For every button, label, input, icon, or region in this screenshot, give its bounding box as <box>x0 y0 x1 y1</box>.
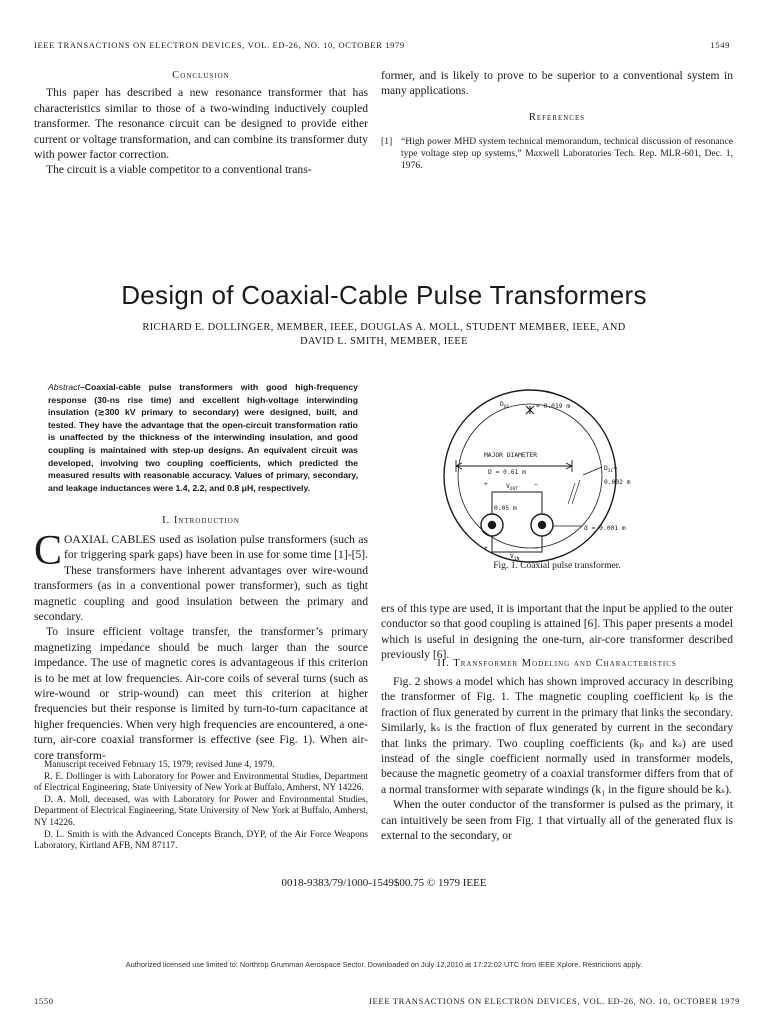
footnotes <box>34 760 368 853</box>
conclusion-paragraph-2a: The circuit is a viable competitor to a conventional trans- <box>46 163 312 177</box>
major-diameter-value: D = 0.61 m <box>488 469 526 476</box>
intro-paragraph-3: ers of this type are used, it is important that the input be applied to the outer conductor so that good coupling is attained [6]. This paper presents a model which is useful in designing the one-turn, air-core transformer described previously [6]. <box>381 602 733 662</box>
conclusion-paragraph-1: This paper has described a new resonance transformer that has characteristics similar to those of a two-winding inductively coupled transformer. The resonance circuit can be designed to provide either current or voltage transformation, and can combine its transformer duty with power factor correction. <box>34 86 368 162</box>
drop-cap: C <box>34 528 63 574</box>
reference-item <box>381 136 733 172</box>
section-1-body <box>34 528 368 763</box>
footnote-smith: D. L. Smith is with the Advanced Concepts Branch, DYP, of the Air Force Weapons Laboratory, Kirtland AFB, NM 87117. <box>34 829 368 852</box>
dic-label: $D_{IC}=$ <box>604 465 618 474</box>
d-small-label: d = 0.001 m <box>584 525 626 532</box>
conclusion-heading: Conclusion <box>172 70 230 81</box>
intro-paragraph-2: To insure efficient voltage transfer, the transformer’s primary magnetizing impedance should be much larger than the source impedance. The use of magnetic cores is advantageous if this criterion is to be met at low frequencies. Air-core coils of several turns (such as wire-wound or strip-wound) can meet this criterion at higher frequencies but their response is limited by turn-to-turn capacitance at higher frequencies. When very high frequencies are encountered, a one-turn, air-core coaxial transformer is effective (see Fig. 1). When air-core transform- <box>34 625 368 762</box>
abstract-text: –Coaxial-cable pulse transformers with good high-frequency response (30-ns rise time) and excellent high-voltage interwinding insulation (≳300 kV primary to secondary) were designed, built, and tested. They have the advantage that the open-circuit transformation ratio is unaffected by the thickness of the interwinding insulation, and good coupling is maintained with step-up designs. An equivalent circuit was developed, involving two coupling coefficients, which predicted the measured results with reasonable accuracy. Values of primary, secondary, and leakage inductances were 1.4, 2.2, and 0.8 μH, respectively. <box>48 382 358 493</box>
conclusion-continued <box>381 68 733 99</box>
section-1-continued <box>381 601 733 663</box>
modeling-paragraph-1: Fig. 2 shows a model which has shown improved accuracy in describing the transformer of Fig. 1. The magnetic coupling coefficient kₚ is the fraction of flux generated by current in the primary that links the secondary. Similarly, kₛ is the fraction of flux generated by current in the secondary that links the primary. Two coupling coefficients (kₚ and kₛ) are used instead of the single coefficient normally used in transformer models, because the magnetic geometry of a coaxial transformer differs from that of a normal transformer with separate windings (k₁ in the figure should be kₛ). <box>381 675 733 796</box>
license-banner: Authorized licensed use limited to: Northrop Grumman Aerospace Sector. Downloaded on July 12,2010 at 17:22:02 UTC from IEEE Xplore. Restrictions apply. <box>125 960 643 969</box>
next-page-number: 1550 <box>34 996 54 1006</box>
section-2-heading: II. Transformer Modeling and Characteristics <box>437 658 677 669</box>
page-number: 1549 <box>710 40 730 50</box>
conclusion-section <box>34 68 368 178</box>
figure-1-caption: Fig. 1. Coaxial pulse transformer. <box>493 561 621 571</box>
reference-text: “High power MHD system technical memorandum, technical discussion of resonance type voltage step up systems,” Maxwell Laboratories Tech. Rep. MLR-601, Dec. 1, 1976. <box>401 136 733 171</box>
footnote-received: Manuscript received February 15, 1979; revised June 4, 1979. <box>44 760 275 770</box>
doc-label: $D_{OC}$ <box>500 401 510 410</box>
vin-plus: + <box>484 545 488 552</box>
outer-cable-loop <box>444 390 616 562</box>
figure-1-diagram <box>440 380 640 564</box>
footnote-moll: D. A. Moll, deceased, was with Laboratory for Power and Environmental Studies, Department of Electrical Engineering, State University of New York at Buffalo, Amherst, NY 14226. <box>34 794 368 828</box>
gap-label: 0.05 m <box>494 505 517 512</box>
modeling-paragraph-2: When the outer conductor of the transformer is pulsed as the primary, it can intuitively be seen from Fig. 1 that virtually all of the generated flux is external to the secondary, or <box>381 798 733 843</box>
authors-line-1: RICHARD E. DOLLINGER, MEMBER, IEEE, DOUGLAS A. MOLL, STUDENT MEMBER, IEEE, AND <box>142 322 626 333</box>
running-header-journal: IEEE TRANSACTIONS ON ELECTRON DEVICES, VOL. ED-26, NO. 10, OCTOBER 1979 <box>34 40 405 50</box>
inner-cable-loop <box>458 404 602 548</box>
dic-value: 0.002 m <box>604 479 631 486</box>
vin-label: $V_{IN}$ <box>510 553 520 562</box>
article-authors <box>34 321 734 349</box>
footnote-dollinger: R. E. Dollinger is with Laboratory for Power and Environmental Studies, Department of Electrical Engineering, State University of New York at Buffalo, Amherst, NY 14226. <box>34 771 368 794</box>
vout-label: $V_{OUT}$ <box>506 483 519 492</box>
reference-number: [1] <box>381 136 393 147</box>
conclusion-paragraph-2b: former, and is likely to prove to be superior to a conventional system in many applications. <box>381 69 733 98</box>
major-diameter-label: MAJOR DIAMETER <box>484 452 538 459</box>
authors-line-2: DAVID L. SMITH, MEMBER, IEEE <box>300 336 468 347</box>
section-2-body <box>381 674 733 843</box>
vout-plus: + <box>484 481 488 488</box>
references-heading: References <box>528 112 586 123</box>
abstract-label: Abstract <box>48 382 80 392</box>
article-title: Design of Coaxial-Cable Pulse Transformers <box>121 280 647 310</box>
next-page-journal: IEEE TRANSACTIONS ON ELECTRON DEVICES, VOL. ED-26, NO. 10, OCTOBER 1979 <box>369 996 740 1006</box>
section-1-heading: I. Introduction <box>162 515 240 526</box>
abstract <box>48 381 358 494</box>
intro-paragraph-1: OAXIAL CABLES used as isolation pulse transformers (such as for triggering spark gaps) have been in use for some time [1]-[5]. These transformers have inherent advantages over wire-wound transformers (as in a conventional power transformer), such as tight magnetic coupling and good insulation between the primary and secondary. <box>34 533 368 624</box>
copyright-line: 0018-9383/79/1000-1549$00.75 © 1979 IEEE <box>281 877 487 889</box>
vout-minus: – <box>534 481 538 488</box>
doc-value: = 0.019 m <box>536 403 571 410</box>
vin-minus: – <box>534 545 538 552</box>
